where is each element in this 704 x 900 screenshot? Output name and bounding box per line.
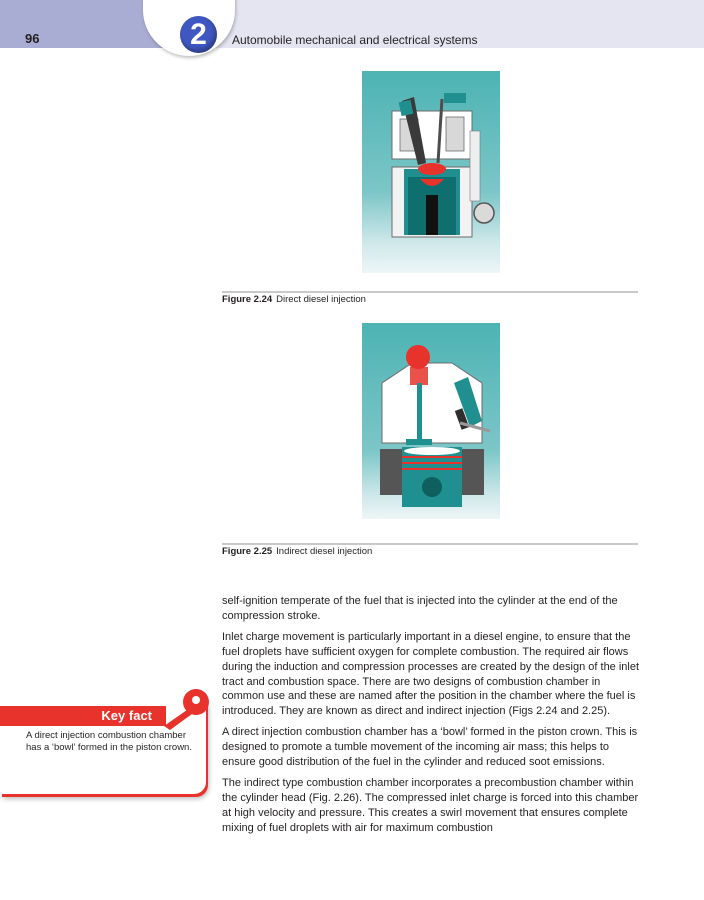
paragraph: A direct injection combustion chamber has a ‘bowl’ formed in the piston crown. This is designed to promote a tumble movement of the incoming air mass; this helps to ensure good distribution of the fuel in the cylinder and reduced soot emissions. — [222, 726, 638, 769]
figure-caption — [222, 294, 366, 305]
figure-rule — [222, 543, 638, 545]
chapter-title: Automobile mechanical and electrical systems — [232, 33, 478, 47]
figure-caption-text: Indirect diesel injection — [276, 546, 373, 557]
paragraph: Inlet charge movement is particularly important in a diesel engine, to ensure that the fuel droplets have sufficient oxygen for complete combustion. The required air flows during the induction and compression processes are created by the design of the inlet tract and combustion space. There are two designs of combustion chamber in common use and these are named after the position in the chamber where the fuel is introduced. They are known as direct and indirect injection (Figs 2.24 and 2.25). — [222, 630, 640, 718]
figure-rule — [222, 291, 638, 293]
figure-number: Figure 2.24 — [222, 294, 273, 305]
figure-number: Figure 2.25 — [222, 546, 273, 557]
figure-caption-text: Direct diesel injection — [276, 294, 366, 305]
key-fact-title: Key fact — [0, 706, 166, 726]
body-text — [222, 594, 640, 842]
paragraph: The indirect type combustion chamber incorporates a precombustion chamber within the cylinder head (Fig. 2.26). The compressed inlet charge is forced into this chamber at high velocity and pressure. This creates a swirl movement that ensures complete mixing of fuel droplets with air for maximum combustion — [222, 776, 639, 834]
key-fact-text: A direct injection combustion chamber has a ‘bowl’ formed in the piston crown. — [26, 730, 192, 753]
page-number: 96 — [25, 31, 40, 46]
figure-caption — [222, 546, 372, 557]
indirect-injection-engine-icon — [362, 323, 500, 519]
figure-direct-injection-illustration — [362, 71, 500, 273]
key-fact-box — [0, 700, 208, 798]
chapter-number-badge: 2 — [180, 16, 217, 53]
paragraph: self-ignition temperate of the fuel that is injected into the cylinder at the end of the compression stroke. — [222, 595, 618, 622]
figure-indirect-injection-illustration — [362, 323, 500, 519]
direct-injection-engine-icon — [362, 71, 500, 273]
key-icon — [160, 686, 216, 732]
